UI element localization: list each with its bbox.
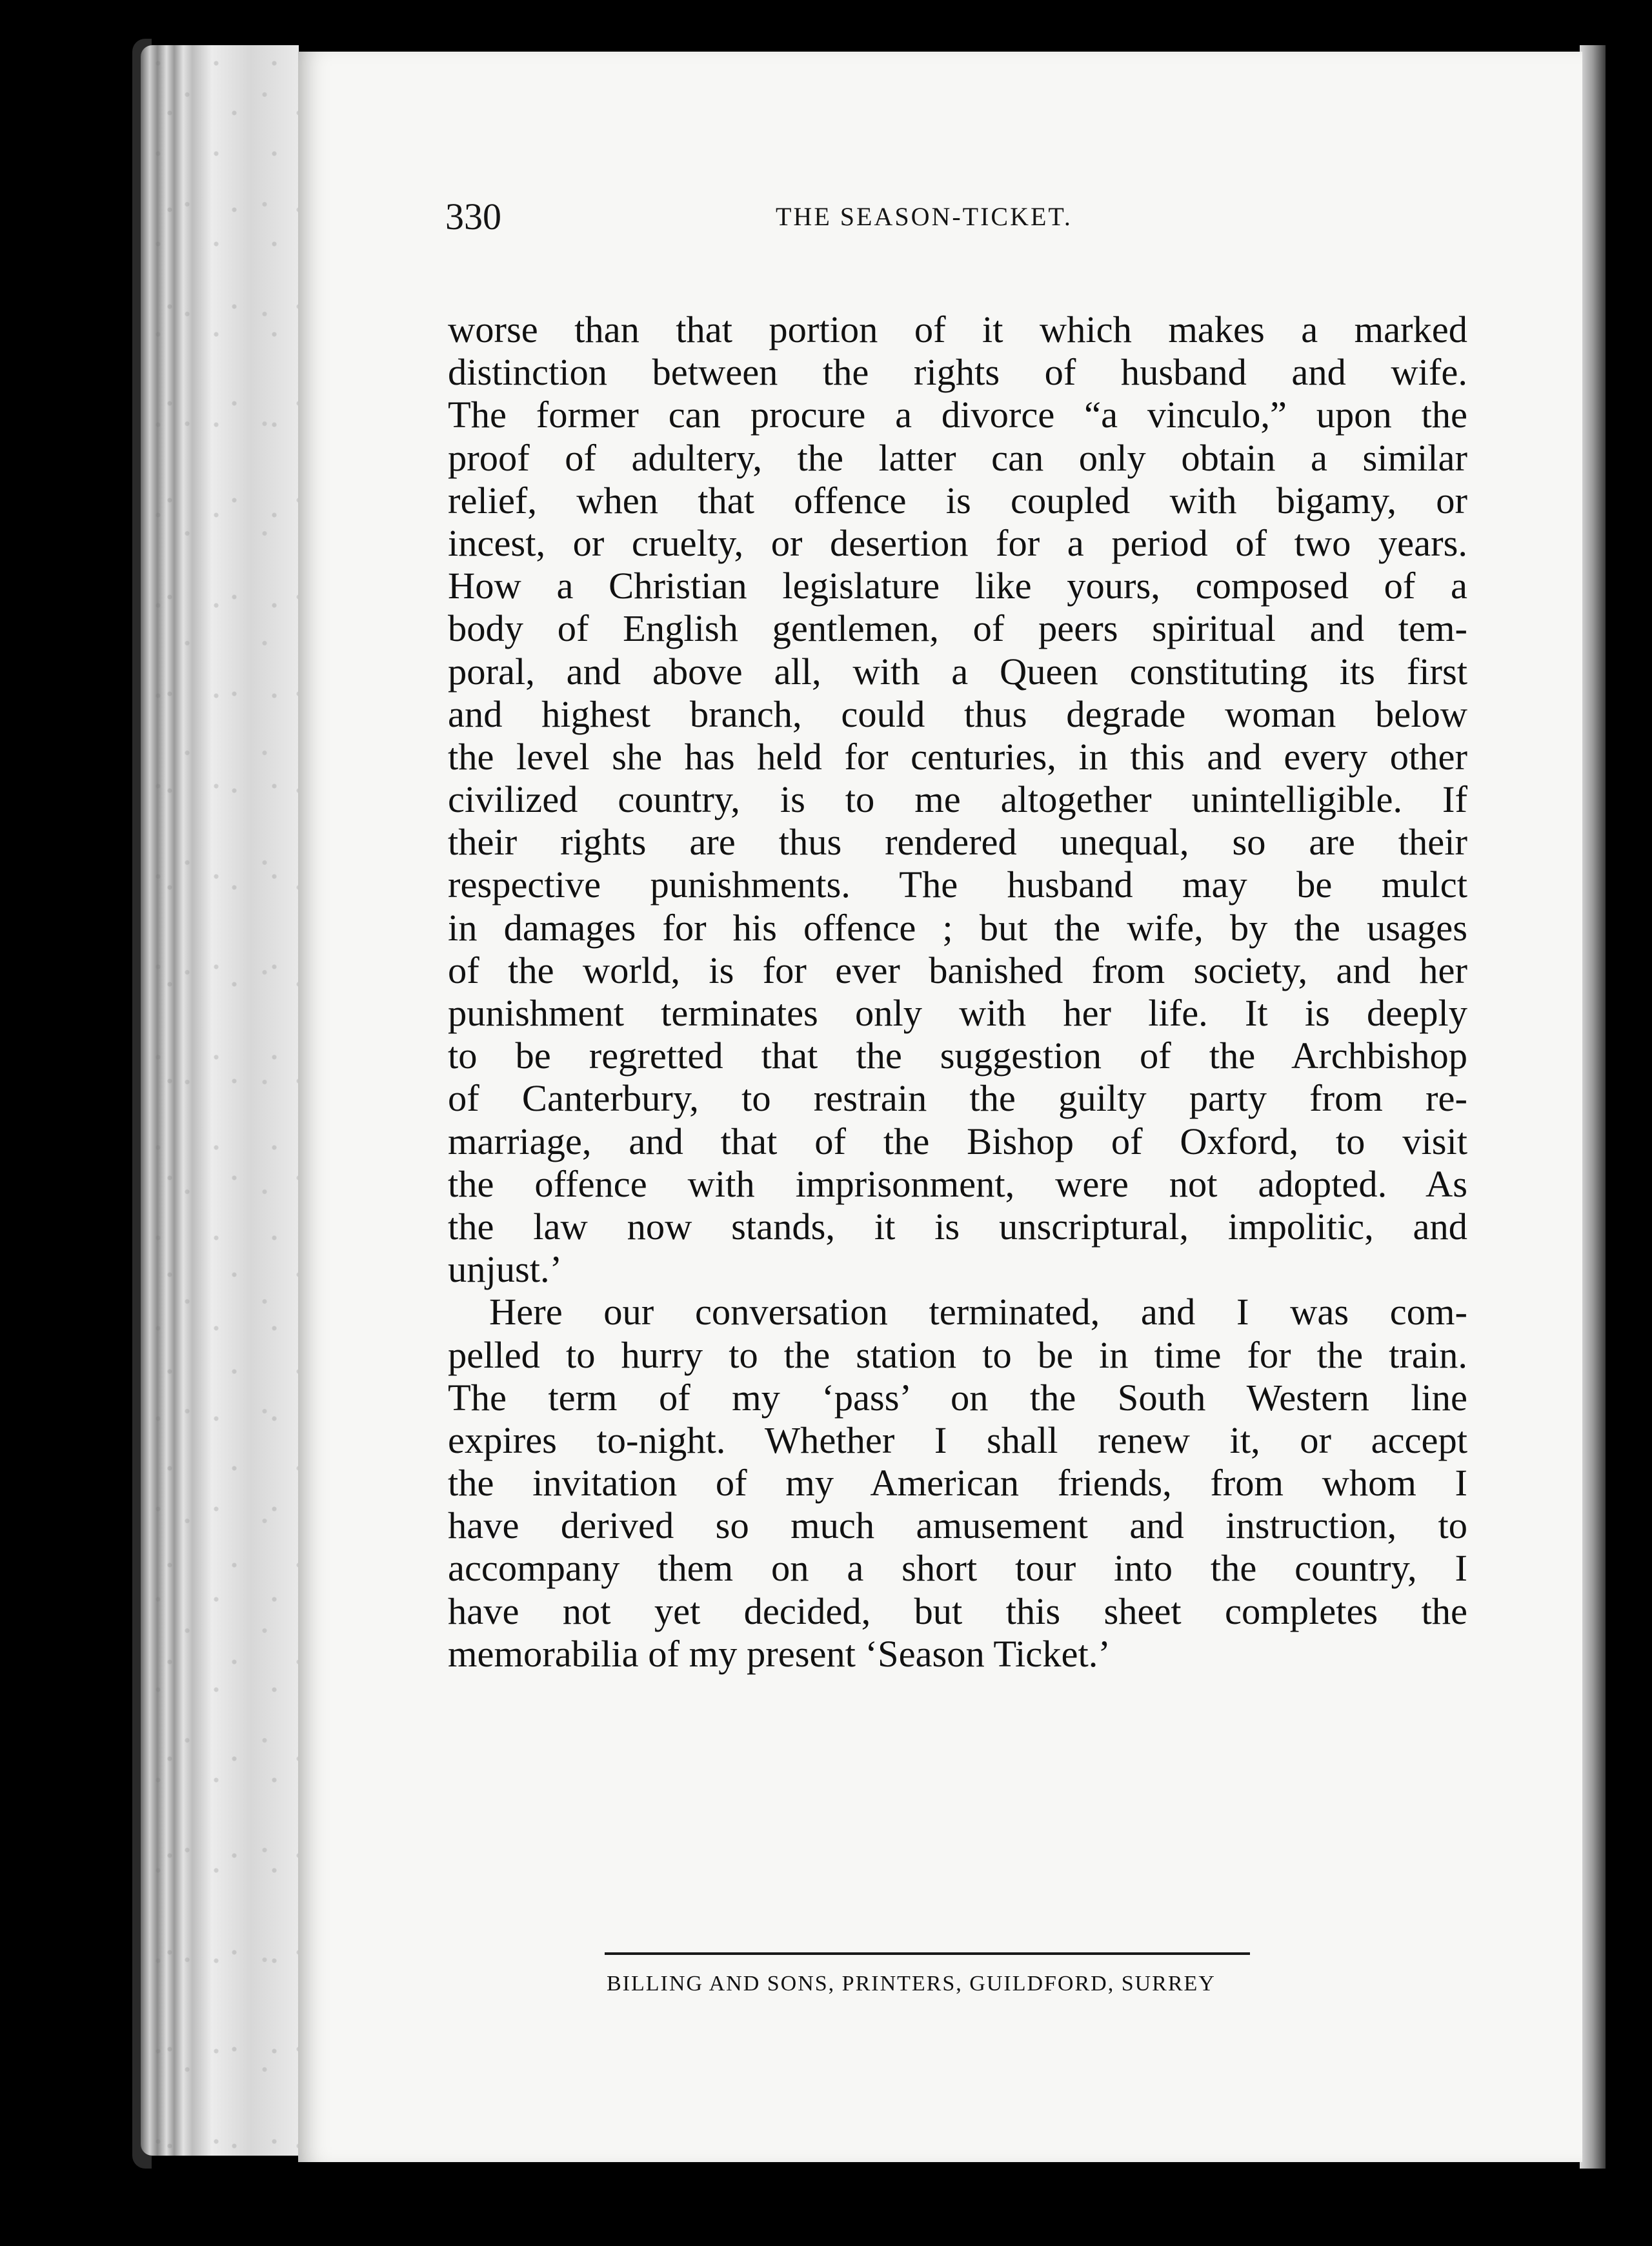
text-line: the invitation of my American friends, from whom I — [448, 1462, 1467, 1504]
text-line: Here our conversation terminated, and I was com- — [489, 1291, 1467, 1333]
text-line: respective punishments. The husband may be mulct — [448, 864, 1467, 906]
text-line: the offence with imprisonment, were not adopted. As — [448, 1162, 1467, 1205]
text-line: How a Christian legislature like yours, composed of a — [448, 565, 1467, 607]
text-line: accompany them on a short tour into the country, I — [448, 1547, 1467, 1590]
text-line: unjust.’ — [448, 1248, 563, 1291]
book-spine-right — [1580, 45, 1606, 2169]
text-line: punishment terminates only with her life. It is deeply — [448, 992, 1467, 1034]
text-line: to be regretted that the suggestion of the Archbishop — [448, 1035, 1467, 1077]
text-line: worse than that portion of it which makes a marked — [448, 309, 1467, 350]
page-number: 330 — [445, 196, 501, 238]
text-line: the level she has held for centuries, in this and every other — [448, 735, 1467, 778]
printer-imprint: BILLING AND SONS, PRINTERS, GUILDFORD, SURREY — [607, 1972, 1216, 1996]
text-line: proof of adultery, the latter can only obtain a similar — [448, 436, 1467, 479]
text-line: incest, or cruelty, or desertion for a period of two years. — [448, 521, 1467, 564]
text-line: relief, when that offence is coupled with bigamy, or — [448, 479, 1467, 521]
text-line: pelled to hurry to the station to be in time for the train. — [448, 1333, 1467, 1376]
text-line: memorabilia of my present ‘Season Ticket.’ — [448, 1632, 1111, 1675]
text-line: have not yet decided, but this sheet completes the — [448, 1590, 1467, 1632]
paragraph-2 — [448, 1291, 1467, 1675]
text-line: their rights are thus rendered unequal, so are their — [448, 821, 1467, 864]
running-title: THE SEASON-TICKET. — [776, 202, 1073, 231]
text-line: the law now stands, it is unscriptural, impolitic, and — [448, 1205, 1467, 1248]
text-line: poral, and above all, with a Queen constituting its first — [448, 650, 1467, 693]
text-line: civilized country, is to me altogether unintelligible. If — [448, 778, 1467, 821]
text-line: in damages for his offence ; but the wife, by the usages — [448, 906, 1467, 949]
running-head — [298, 195, 1582, 253]
text-line: of Canterbury, to restrain the guilty party from re- — [448, 1077, 1467, 1120]
page-edges — [141, 45, 299, 2156]
text-line: distinction between the rights of husband and wife. — [448, 351, 1467, 394]
text-line: expires to-night. Whether I shall renew it, or accept — [448, 1419, 1467, 1461]
text-line: of the world, is for ever banished from society, and her — [448, 949, 1467, 991]
text-line: and highest branch, could thus degrade woman below — [448, 693, 1467, 735]
body-text — [448, 309, 1467, 1675]
imprint-rule — [605, 1952, 1250, 1955]
text-line: have derived so much amusement and instruction, to — [448, 1504, 1467, 1547]
text-line: The former can procure a divorce “a vinculo,” upon the — [448, 394, 1467, 436]
text-line: marriage, and that of the Bishop of Oxford, to visit — [448, 1120, 1467, 1162]
text-line: The term of my ‘pass’ on the South Western line — [448, 1376, 1467, 1419]
text-line: body of English gentlemen, of peers spiritual and tem- — [448, 607, 1467, 650]
book-page — [298, 52, 1582, 2162]
paragraph-1 — [448, 309, 1467, 1291]
